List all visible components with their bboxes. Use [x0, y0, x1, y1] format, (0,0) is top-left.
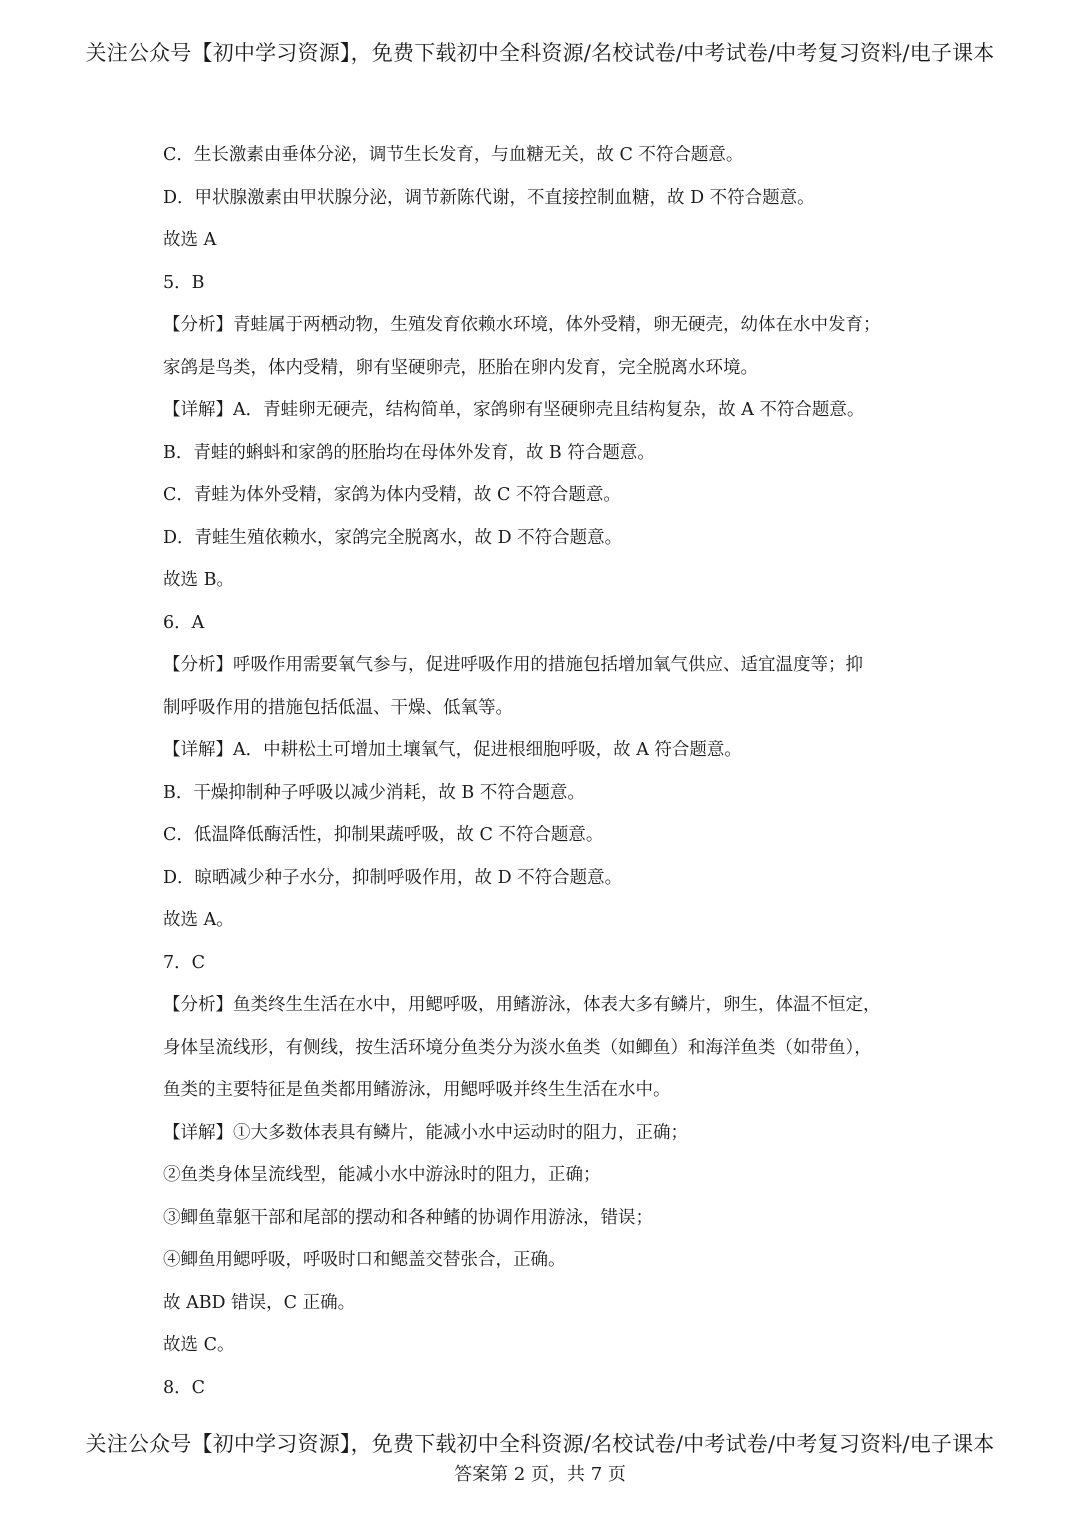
page-number: 答案第 2 页，共 7 页 [454, 1464, 626, 1485]
analysis-line: 家鸽是鸟类，体内受精，卵有坚硬卵壳，胚胎在卵内发育，完全脱离水环境。 [163, 357, 758, 378]
answer-line: C．青蛙为体外受精，家鸽为体内受精，故 C 不符合题意。 [163, 485, 621, 505]
answer-line: D．晾晒减少种子水分，抑制呼吸作用，故 D 不符合题意。 [163, 867, 623, 888]
answer-line: 故 ABD 错误，C 正确。 [163, 1292, 356, 1313]
analysis-line: 制呼吸作用的措施包括低温、干燥、低氧等。 [163, 697, 513, 718]
answer-line: ②鱼类身体呈流线型，能减小水中游泳时的阻力，正确； [163, 1165, 601, 1185]
answer-content [163, 134, 963, 1409]
answer-line: B．青蛙的蝌蚪和家鸽的胚胎均在母体外发育，故 B 符合题意。 [163, 442, 655, 463]
analysis-line: 鱼类的主要特征是鱼类都用鳍游泳，用鳃呼吸并终生生活在水中。 [163, 1080, 671, 1100]
answer-line: C．生长激素由垂体分泌，调节生长发育，与血糖无关，故 C 不符合题意。 [163, 145, 744, 165]
answer-line: 故选 A。 [163, 910, 234, 930]
detail-line: 【详解】①大多数体表具有鳞片，能减小水中运动时的阻力，正确； [163, 1122, 688, 1143]
analysis-line: 【分析】青蛙属于两栖动物，生殖发育依赖水环境，体外受精，卵无硬壳，幼体在水中发育； [163, 315, 881, 335]
analysis-line: 身体呈流线形，有侧线，按生活环境分鱼类分为淡水鱼类（如鲫鱼）和海洋鱼类（如带鱼）， [163, 1037, 872, 1058]
analysis-line: 【分析】呼吸作用需要氧气参与，促进呼吸作用的措施包括增加氧气供应、适宜温度等；抑 [163, 655, 863, 675]
detail-line: 【详解】A．中耕松土可增加土壤氧气，促进根细胞呼吸，故 A 符合题意。 [163, 740, 742, 760]
question-number: 8．C [163, 1377, 206, 1398]
analysis-line: 【分析】鱼类终生生活在水中，用鳃呼吸，用鳍游泳，体表大多有鳞片，卵生，体温不恒定， [163, 995, 881, 1015]
answer-line: ④鲫鱼用鳃呼吸，呼吸时口和鳃盖交替张合，正确。 [163, 1250, 566, 1270]
answer-line: D．青蛙生殖依赖水，家鸽完全脱离水，故 D 不符合题意。 [163, 527, 623, 548]
detail-line: 【详解】A．青蛙卵无硬壳，结构简单，家鸽卵有坚硬卵壳且结构复杂，故 A 不符合题意。 [163, 400, 865, 420]
question-number: 7．C [163, 952, 206, 973]
answer-line: C．低温降低酶活性，抑制果蔬呼吸，故 C 不符合题意。 [163, 825, 604, 845]
answer-line: B．干燥抑制种子呼吸以减少消耗，故 B 不符合题意。 [163, 782, 585, 803]
answer-line: D．甲状腺激素由甲状腺分泌，调节新陈代谢，不直接控制血糖，故 D 不符合题意。 [163, 187, 815, 208]
answer-line: 故选 A [163, 230, 217, 250]
question-number: 5．B [163, 272, 205, 293]
answer-line: ③鲫鱼靠躯干部和尾部的摆动和各种鳍的协调作用游泳，错误； [163, 1207, 653, 1228]
answer-line: 故选 B。 [163, 570, 234, 590]
header-banner: 关注公众号【初中学习资源】，免费下载初中全科资源/名校试卷/中考试卷/中考复习资料/电子课本 [85, 41, 995, 65]
answer-line: 故选 C。 [163, 1335, 235, 1355]
question-number: 6．A [163, 612, 205, 633]
footer-banner: 关注公众号【初中学习资源】，免费下载初中全科资源/名校试卷/中考试卷/中考复习资料/电子课本 [85, 1432, 995, 1456]
